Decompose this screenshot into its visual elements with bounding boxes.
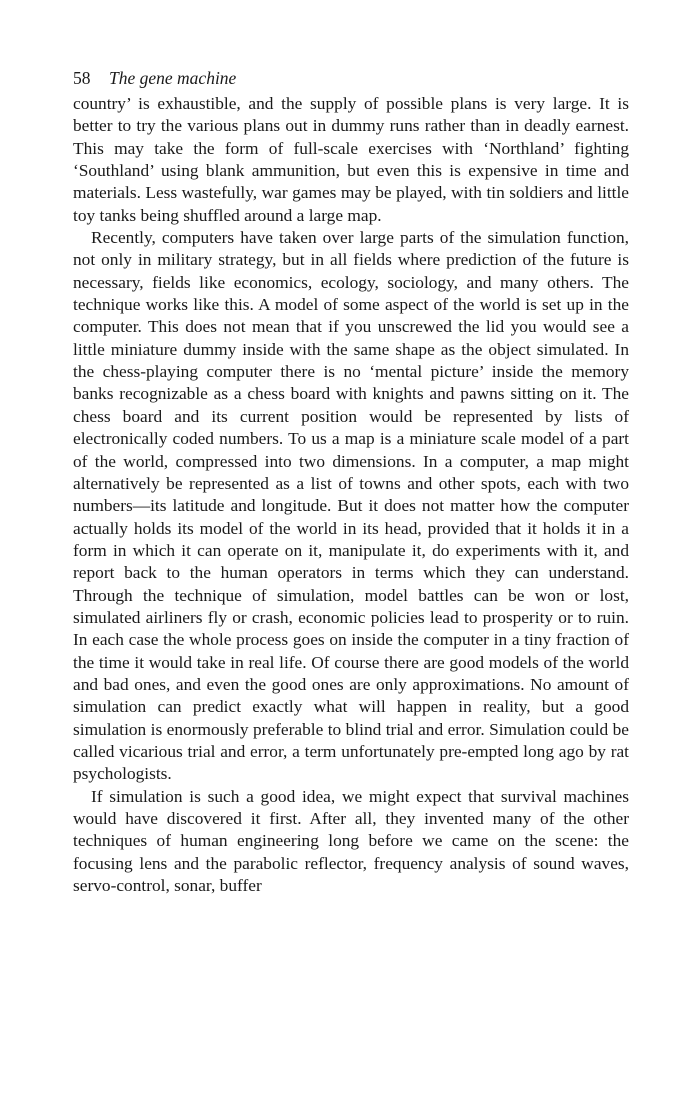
paragraph-survival-machines: If simulation is such a good idea, we might expect that survival machines would have discovered it first. After all, they invented many of the other techniques of human engineering long before we came on the scene: the focusing lens and the parabolic reflector, frequency analysis of sound waves, servo-control, sonar, buffer: [73, 786, 629, 896]
paragraph-simulation-computers: Recently, computers have taken over large parts of the simulation function, not only in military strategy, but in all fields where prediction of the future is necessary, fields like economics, ecology, sociology, and many others. The technique works like this. A model of some aspect of the world is set up in the computer. This does not mean that if you unscrewed the lid you would see a little miniature dummy inside with the same shape as the object simulated. In the chess-playing computer there is no ‘mental picture’ inside the memory banks recognizable as a chess board with knights and pawns sitting on it. The chess board and its current position would be represented by lists of electronically coded numbers. To us a map is a miniature scale model of a part of the world, compressed into two dimensions. In a computer, a map might alternatively be represented as a list of towns and other spots, each with two numbers—its latitude and longitude. But it does not matter how the computer actually holds its model of the world in its head, provided that it holds it in a form in which it can operate on it, manipulate it, do experiments with it, and report back to the human operators in terms which they can understand. Through the technique of simulation, model battles can be won or lost, simulated airliners fly or crash, economic policies lead to prosperity or to ruin. In each case the whole process goes on inside the computer in a tiny fraction of the time it would take in real life. Of course there are good models of the world and bad ones, and even the good ones are only approximations. No amount of simulation can predict exactly what will happen in reality, but a good simulation is enormously preferable to blind trial and error. Simulation could be called vicarious trial and error, a term unfortunately pre-empted long ago by rat psychologists.: [73, 228, 629, 784]
chapter-title: The gene machine: [109, 68, 237, 88]
page-number: 58: [73, 68, 91, 88]
paragraph-continued: country’ is exhaustible, and the supply of possible plans is very large. It is better to try the various plans out in dummy runs rather than in deadly earnest. This may take the form of full-scale exercises with ‘Northland’ fighting ‘Southland’ using blank ammunition, but even this is expensive in time and materials. Less wastefully, war games may be played, with tin soldiers and little toy tanks being shuffled around a large map.: [73, 94, 629, 225]
running-head: [73, 66, 629, 90]
body-text: [73, 93, 629, 897]
book-page: [73, 66, 629, 897]
